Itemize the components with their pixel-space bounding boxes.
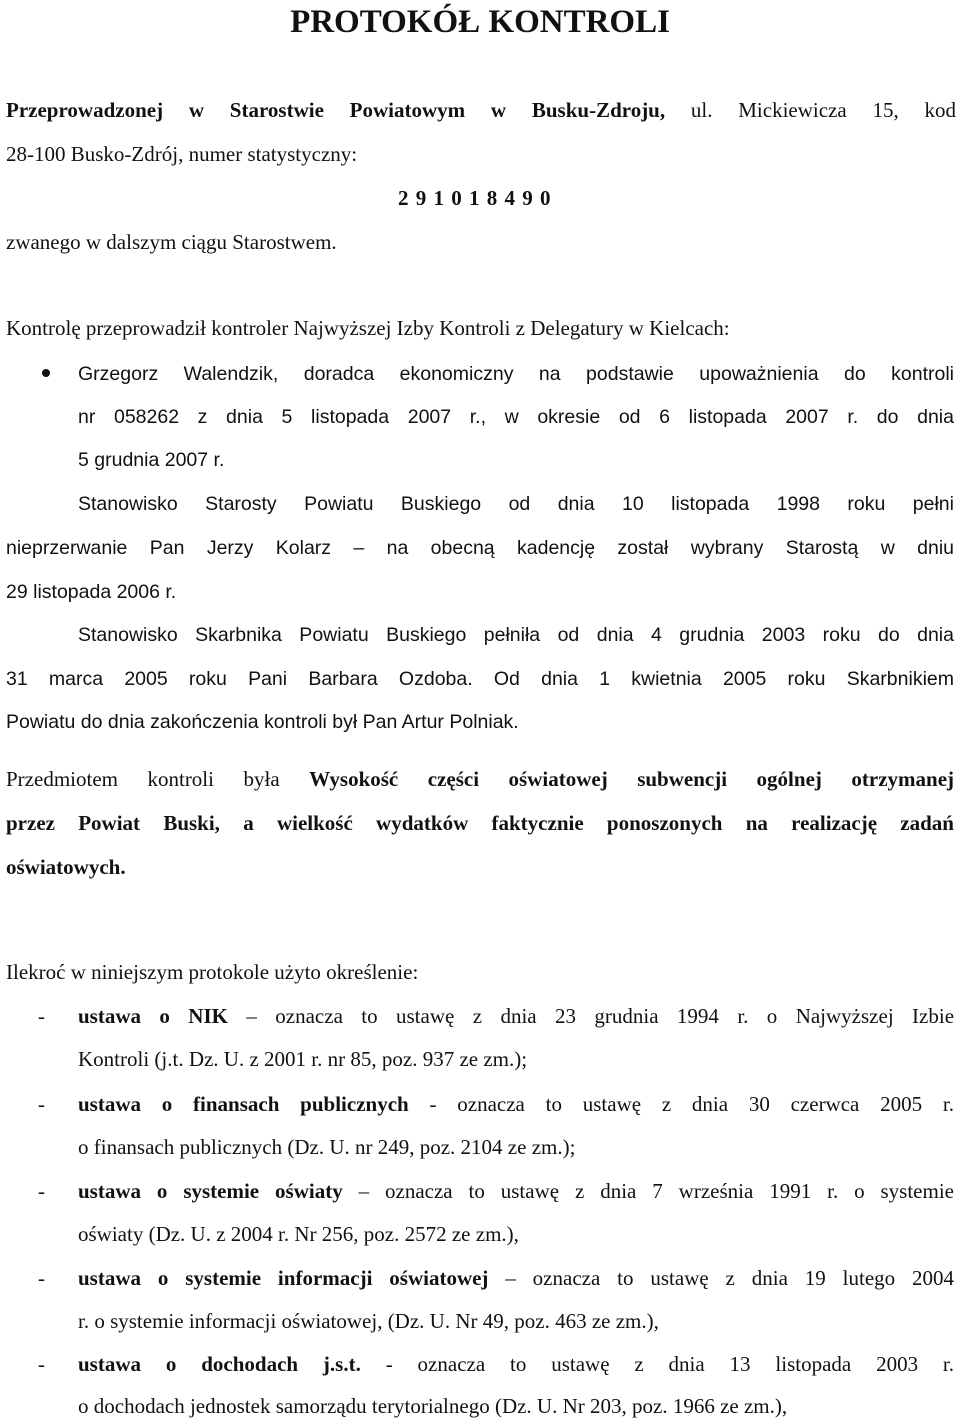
definition-term: ustawa o dochodach j.s.t.	[78, 1352, 361, 1376]
intro-line-1	[6, 96, 956, 124]
skarbnik-line-1: Stanowisko Skarbnika Powiatu Buskiego pełniła od dnia 4 grudnia 2003 roku do dnia	[78, 624, 954, 646]
page-title: PROTOKÓŁ KONTROLI	[290, 4, 670, 40]
statistical-number: 2 9 1 0 1 8 4 9 0	[398, 186, 552, 210]
definition-item-5-line-2: o dochodach jednostek samorządu terytorialnego (Dz. U. Nr 203, poz. 1966 ze zm.),	[78, 1394, 788, 1418]
definition-item-3-line-1	[78, 1177, 954, 1205]
list-dash: -	[38, 1179, 45, 1203]
definition-item-3-line-2: oświaty (Dz. U. z 2004 r. Nr 256, poz. 2572 ze zm.),	[78, 1222, 519, 1246]
definition-text: – oznacza to ustawę z dnia 19 lutego 2004	[505, 1266, 955, 1290]
definition-item-4-line-1	[78, 1264, 954, 1292]
definition-term: ustawa o systemie oświaty	[78, 1179, 343, 1203]
list-dash: -	[38, 1266, 45, 1290]
subject-line-1	[6, 765, 954, 793]
intro-address: ul. Mickiewicza 15, kod	[690, 98, 957, 122]
definition-text: - oznacza to ustawę z dnia 13 listopada 2003 r.	[385, 1352, 955, 1376]
subject-line-3: oświatowych.	[6, 855, 126, 879]
intro-line-2: 28-100 Busko-Zdrój, numer statystyczny:	[6, 142, 358, 166]
starosta-line-2: nieprzerwanie Pan Jerzy Kolarz – na obecną kadencję został wybrany Starostą w dniu	[6, 537, 954, 559]
definition-item-1-line-2: Kontroli (j.t. Dz. U. z 2001 r. nr 85, poz. 937 ze zm.);	[78, 1047, 528, 1071]
inspector-line-1: Grzegorz Walendzik, doradca ekonomiczny na podstawie upoważnienia do kontroli	[78, 363, 954, 385]
definition-text: – oznacza to ustawę z dnia 7 września 1991 r. o systemie	[358, 1179, 954, 1203]
list-dash: -	[38, 1092, 45, 1116]
definition-term: ustawa o NIK	[78, 1004, 228, 1028]
definition-term: ustawa o finansach publicznych	[78, 1092, 409, 1116]
definition-text: – oznacza to ustawę z dnia 23 grudnia 1994 r. o Najwyższej Izbie	[246, 1004, 955, 1028]
definition-item-4-line-2: r. o systemie informacji oświatowej, (Dz. U. Nr 49, poz. 463 ze zm.),	[78, 1309, 659, 1333]
subject-intro: Przedmiotem kontroli była	[6, 767, 280, 791]
definition-item-5-line-1	[78, 1350, 954, 1378]
subject-line-2: przez Powiat Buski, a wielkość wydatków faktycznie ponoszonych na realizację zadań	[6, 811, 954, 835]
subject-title-part-1: Wysokość części oświatowej subwencji ogólnej otrzymanej	[309, 767, 955, 791]
definition-text: - oznacza to ustawę z dnia 30 czerwca 2005 r.	[429, 1092, 955, 1116]
intro-location: Przeprowadzonej w Starostwie Powiatowym w Busku-Zdroju,	[6, 98, 666, 122]
inspector-line-2: nr 058262 z dnia 5 listopada 2007 r., w okresie od 6 listopada 2007 r. do dnia	[78, 406, 954, 428]
inspector-line-3: 5 grudnia 2007 r.	[78, 449, 225, 471]
starosta-line-1: Stanowisko Starosty Powiatu Buskiego od dnia 10 listopada 1998 roku pełni	[78, 493, 954, 515]
list-dash: -	[38, 1004, 45, 1028]
skarbnik-line-3: Powiatu do dnia zakończenia kontroli był Pan Artur Polniak.	[6, 711, 519, 733]
definition-item-2-line-1	[78, 1090, 954, 1118]
definition-term: ustawa o systemie informacji oświatowej	[78, 1266, 489, 1290]
skarbnik-line-2: 31 marca 2005 roku Pani Barbara Ozdoba. Od dnia 1 kwietnia 2005 roku Skarbnikiem	[6, 668, 954, 690]
bullet-icon	[42, 369, 50, 377]
intro-line-3: zwanego w dalszym ciągu Starostwem.	[6, 230, 337, 254]
list-dash: -	[38, 1352, 45, 1376]
starosta-line-3: 29 listopada 2006 r.	[6, 581, 177, 603]
definition-item-2-line-2: o finansach publicznych (Dz. U. nr 249, poz. 2104 ze zm.);	[78, 1135, 576, 1159]
inspector-heading: Kontrolę przeprowadził kontroler Najwyższej Izby Kontroli z Delegatury w Kielcach:	[6, 316, 730, 340]
definitions-heading: Ilekroć w niniejszym protokole użyto określenie:	[6, 960, 419, 984]
definition-item-1-line-1	[78, 1002, 954, 1030]
